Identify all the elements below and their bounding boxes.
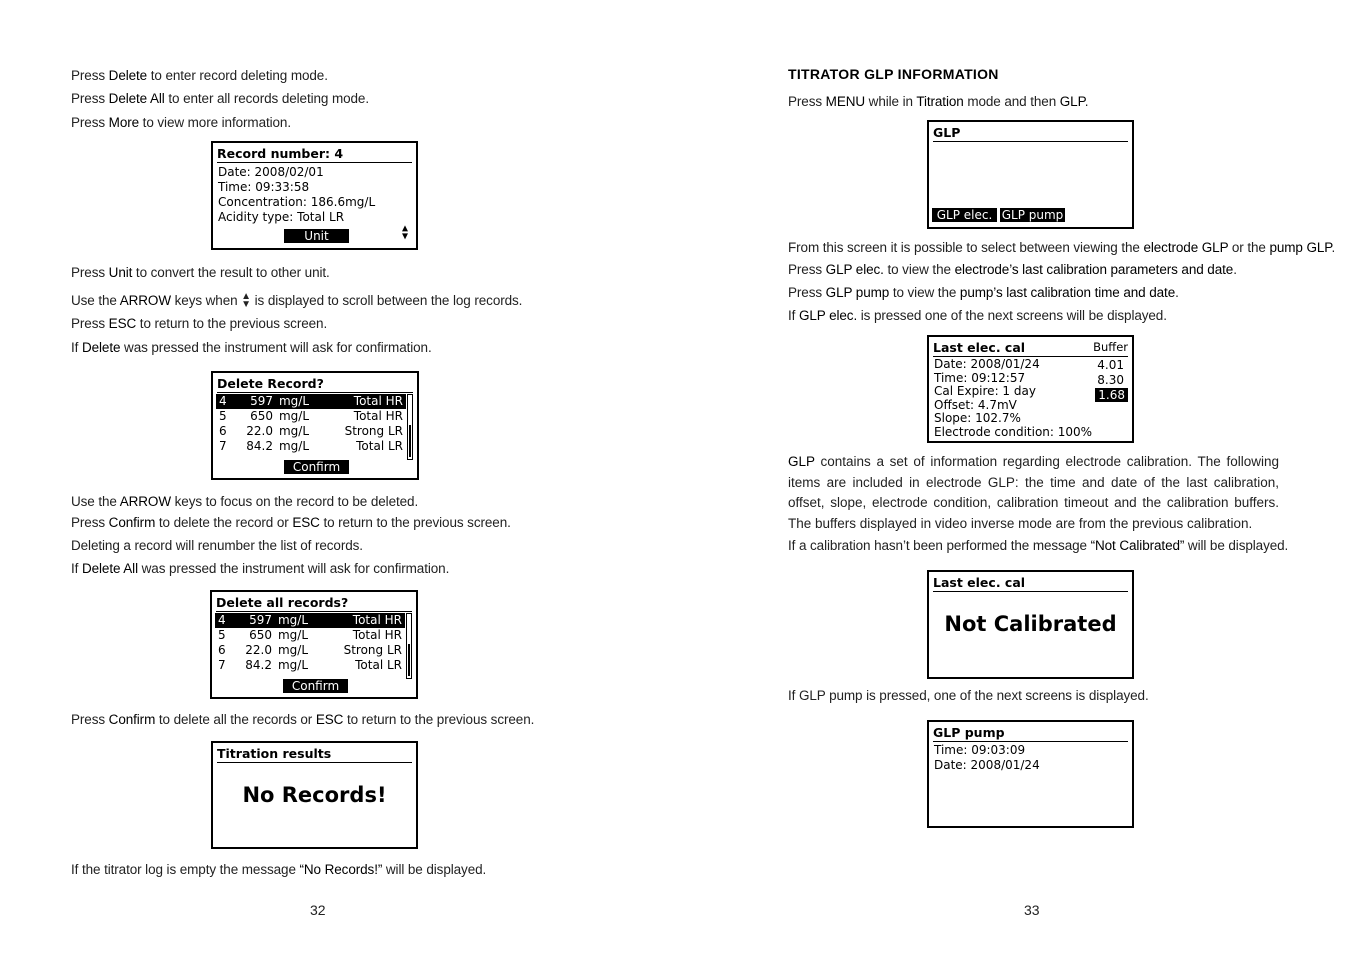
right-page [676, 0, 1351, 954]
buffer-label: Buffer [1093, 340, 1128, 354]
delete-all-line: If Delete All was pressed the instrument will ask for confirmation. [71, 561, 450, 576]
no-records-screen [211, 741, 418, 849]
record-acidity: Acidity type: Total LR [218, 210, 345, 224]
cal-slope: Slope: 102.7% [934, 411, 1021, 425]
delete-all-table [215, 613, 405, 673]
table-row[interactable]: 6 22.0 mg/L Strong LR [218, 643, 402, 657]
empty-line: If the titrator log is empty the message “No Records!” will be displayed. [71, 862, 487, 877]
scrollbar-thumb[interactable] [408, 644, 410, 676]
not-cal-screen [927, 570, 1134, 679]
delete-record-table [216, 394, 406, 454]
delete-all-title: Delete all records? [216, 595, 412, 612]
scrollbar[interactable] [406, 613, 412, 679]
intro-line-delete: Press Delete to enter record deleting mode. [71, 68, 328, 83]
table-row[interactable]: 5 650 mg/L Total HR [219, 409, 403, 423]
pump-pressed-line: If GLP pump is pressed, one of the next screens is displayed. [788, 688, 1149, 703]
intro-line-more: Press More to view more information. [71, 115, 291, 130]
buffer-value: 8.30 [1097, 373, 1124, 387]
pump-time: Time: 09:03:09 [934, 743, 1026, 757]
glp-pump-button[interactable]: GLP pump [1001, 208, 1064, 222]
buffer-value-inverse: 1.68 [1095, 388, 1128, 402]
not-cal-title: Last elec. cal [933, 575, 1128, 592]
scroll-arrows-icon: ▲ ▼ [241, 291, 251, 310]
pump-date: Date: 2008/01/24 [934, 758, 1040, 772]
page-number: 32 [310, 902, 326, 918]
last-cal-screen [927, 335, 1134, 443]
table-row[interactable]: 4 597 mg/L Total HR [216, 394, 406, 409]
table-row[interactable]: 6 22.0 mg/L Strong LR [219, 424, 403, 438]
not-cal-line: If a calibration hasn’t been performed the message “Not Calibrated” will be displayed. [788, 538, 1289, 553]
glp-paragraph: GLP contains a set of information regarding electrode calibration. The following items are included in electrode GLP: the time and date of the last calibration, offset, slope, electrode condition, calibration timeout and the calibration buffers. The buffers displayed in video inverse mode are from the previous calibration. [788, 454, 1279, 531]
record-screen [211, 141, 418, 250]
glp-screen [927, 120, 1134, 229]
confirm-all-button[interactable]: Confirm [283, 679, 348, 693]
table-row[interactable]: 4 597 mg/L Total HR [215, 613, 405, 628]
buffer-value: 4.01 [1097, 358, 1124, 372]
elec-line: Press GLP elec. to view the electrode’s last calibration parameters and date. [788, 262, 1237, 277]
if-elec-line: If GLP elec. is pressed one of the next screens will be displayed. [788, 308, 1167, 323]
pump-line: Press GLP pump to view the pump’s last calibration time and date. [788, 285, 1179, 300]
glp-elec-button[interactable]: GLP elec. [932, 208, 997, 222]
esc-line: Press ESC to return to the previous screen. [71, 316, 328, 331]
page-number: 33 [1024, 902, 1040, 918]
renumber-line: Deleting a record will renumber the list of records. [71, 538, 363, 553]
scrollbar-thumb[interactable] [409, 425, 411, 457]
table-row[interactable]: 7 84.2 mg/L Total LR [219, 439, 403, 453]
page-heading: TITRATOR GLP INFORMATION [788, 66, 999, 82]
up-down-arrow-icon: ▲ ▼ [402, 223, 409, 242]
menu-line: Press MENU while in Titration mode and then GLP. [788, 94, 1089, 109]
focus-line: Use the ARROW keys to focus on the record to be deleted. [71, 494, 419, 509]
unit-line: Press Unit to convert the result to other unit. [71, 265, 330, 280]
left-page [0, 0, 675, 954]
cal-condition: Electrode condition: 100% [934, 424, 1093, 439]
record-date: Date: 2008/02/01 [218, 165, 324, 179]
record-concentration: Concentration: 186.6mg/L [218, 195, 376, 209]
cal-date: Date: 2008/01/24 [934, 357, 1040, 371]
glp-title: GLP [933, 125, 1128, 142]
pump-screen [927, 720, 1134, 828]
record-time: Time: 09:33:58 [218, 180, 310, 194]
delete-record-screen [211, 371, 419, 480]
arrow-line: Use the ARROW keys when ▲ ▼ is displayed to scroll between the log records. [71, 291, 523, 310]
cal-time: Time: 09:12:57 [934, 370, 1026, 385]
confirm-all-line: Press Confirm to delete all the records or ESC to return to the previous screen. [71, 712, 535, 727]
delete-all-screen [210, 590, 418, 699]
unit-button[interactable]: Unit [284, 229, 349, 243]
select-line: From this screen it is possible to select between viewing the electrode GLP or the pump GLP. [788, 240, 1336, 255]
not-cal-message: Not Calibrated [944, 612, 1117, 636]
no-records-message: No Records! [242, 783, 387, 807]
confirm-line: Press Confirm to delete the record or ESC to return to the previous screen. [71, 515, 511, 530]
cal-offset: Offset: 4.7mV [934, 397, 1017, 412]
table-row[interactable]: 7 84.2 mg/L Total LR [218, 658, 402, 672]
confirm-button[interactable]: Confirm [284, 460, 349, 474]
delete-confirm-line: If Delete was pressed the instrument will ask for confirmation. [71, 340, 432, 355]
cal-expire: Cal Expire: 1 day [934, 384, 1036, 398]
delete-record-title: Delete Record? [217, 376, 413, 393]
scrollbar[interactable] [407, 394, 413, 460]
no-records-title: Titration results [217, 746, 412, 763]
record-screen-title: Record number: 4 [217, 146, 412, 163]
last-cal-title: Last elec. cal [933, 340, 1128, 357]
pump-title: GLP pump [933, 725, 1128, 742]
intro-line-delete-all: Press Delete All to enter all records deleting mode. [71, 91, 369, 106]
table-row[interactable]: 5 650 mg/L Total HR [218, 628, 402, 642]
